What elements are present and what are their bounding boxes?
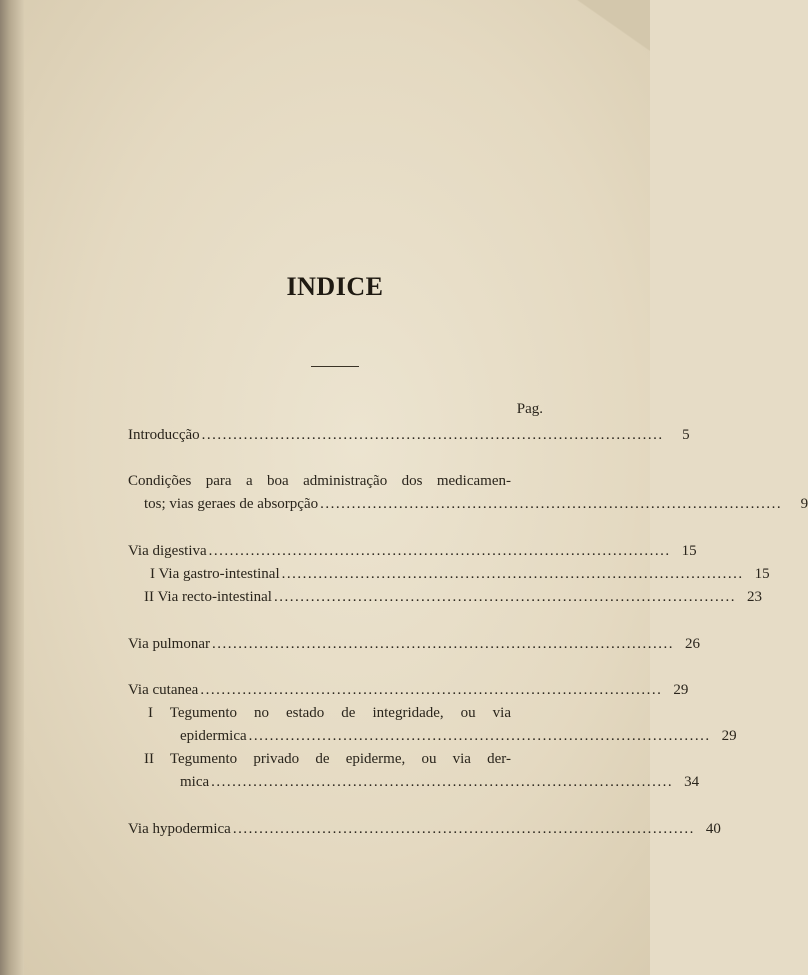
toc-entry-page: 34 <box>684 774 700 790</box>
toc-entry-via-digestiva <box>128 540 770 609</box>
toc-entry-page: 9 <box>800 496 808 512</box>
title-divider <box>311 366 359 367</box>
leader-dots: ........................................................................................ <box>281 566 744 582</box>
toc-entry-page: 15 <box>681 543 697 559</box>
leader-dots: ........................................................................................ <box>320 496 783 512</box>
toc-entry-text-line2: mica <box>180 774 210 790</box>
page-column-header: Pag. <box>516 401 543 417</box>
toc-entry-page: 40 <box>705 821 721 837</box>
book-spine-shadow <box>0 0 24 975</box>
toc-entry-text: Via hypodermica <box>128 821 231 837</box>
toc-entry-page: 23 <box>746 589 762 605</box>
leader-dots: ........................................................................................ <box>273 589 736 605</box>
toc-entry-text: Introducção <box>128 427 200 443</box>
toc-entry-text: Via pulmonar <box>128 636 210 652</box>
leader-dots: ........................................................................................ <box>201 427 664 443</box>
toc-entry-via-pulmonar <box>128 633 700 656</box>
toc-entry-via-hypodermica <box>128 818 721 841</box>
toc-entry-introduccao <box>128 424 690 447</box>
leader-dots: ........................................................................................ <box>248 728 711 744</box>
toc-entry-text: II Via recto-intestinal <box>144 589 272 605</box>
toc-entry-page: 5 <box>682 427 690 443</box>
toc-entry-page: 29 <box>721 728 737 744</box>
toc-entry-text-line2: epidermica <box>180 728 247 744</box>
folded-corner <box>540 0 650 90</box>
toc-entry-via-cutanea <box>128 679 737 794</box>
toc-entry-text: Via digestiva <box>128 543 207 559</box>
toc-entry-page: 15 <box>754 566 770 582</box>
toc-entry-text-line2: tos; vias geraes de absorpção <box>144 496 319 512</box>
toc-entry-condicoes <box>128 470 808 516</box>
toc-entry-text: Via cutanea <box>128 682 199 698</box>
page-title: INDICE <box>286 272 384 301</box>
leader-dots: ........................................................................................ <box>212 636 674 652</box>
toc-entry-page: 29 <box>673 682 689 698</box>
leader-dots: ........................................................................................ <box>211 774 674 790</box>
leader-dots: ........................................................................................ <box>200 682 663 698</box>
toc-entry-text-line1: I Tegumento no estado de integridade, ou via <box>148 705 511 721</box>
toc-entry-text-line1: II Tegumento privado de epiderme, ou via der- <box>144 751 511 767</box>
toc-entry-text-line1: Condições para a boa administração dos medicamen- <box>128 473 511 489</box>
leader-dots: ........................................................................................ <box>208 543 671 559</box>
toc-entry-text: I Via gastro-intestinal <box>150 566 280 582</box>
leader-dots: ........................................................................................ <box>232 821 695 837</box>
toc-entry-page: 26 <box>685 636 700 652</box>
